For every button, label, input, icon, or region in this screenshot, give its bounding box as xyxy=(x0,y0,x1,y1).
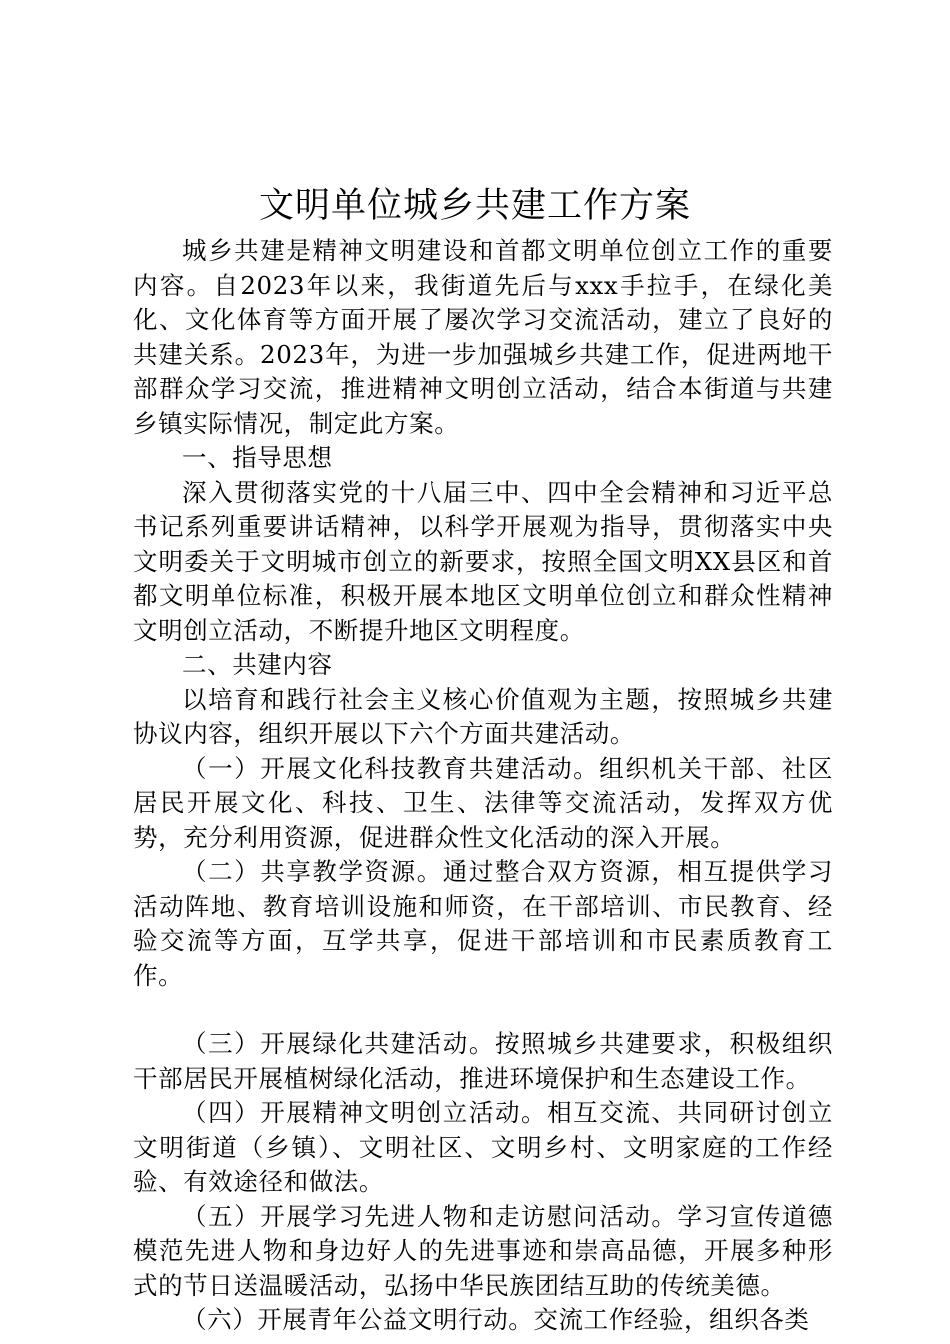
item-6-paragraph: （六）开展青年公益文明行动。交流工作经验，组织各类 xyxy=(182,1305,810,1334)
item-3-paragraph: （三）开展绿化共建活动。按照城乡共建要求，积极组织干部居民开展植树绿化活动，推进环境保护和生态建设工作。 xyxy=(133,1029,833,1093)
item-5-paragraph: （五）开展学习先进人物和走访慰问活动。学习宣传道德模范先进人物和身边好人的先进事迹和崇高品德，开展多种形式的节日送温暖活动，弘扬中华民族团结互助的传统美德。 xyxy=(133,1201,833,1300)
guiding-thought-paragraph: 深入贯彻落实党的十八届三中、四中全会精神和习近平总书记系列重要讲话精神，以科学开展观为指导，贯彻落实中央文明委关于文明城市创立的新要求，按照全国文明XX县区和首都文明单位标准，积极开展本地区文明单位创立和群众性精神文明创立活动，不断提升地区文明程度。 xyxy=(133,477,833,645)
section-heading-content: 二、共建内容 xyxy=(182,650,333,679)
section-heading-guiding-thought: 一、指导思想 xyxy=(182,443,333,472)
item-2-paragraph: （二）共享教学资源。通过整合双方资源，相互提供学习活动阵地、教育培训设施和师资，在干部培训、市民教育、经验交流等方面，互学共享，促进干部培训和市民素质教育工作。 xyxy=(133,857,833,990)
document-title: 文明单位城乡共建工作方案 xyxy=(258,186,691,226)
document-body xyxy=(133,234,833,1338)
item-1-paragraph: （一）开展文化科技教育共建活动。组织机关干部、社区居民开展文化、科技、卫生、法律等交流活动，发挥双方优势，充分利用资源，促进群众性文化活动的深入开展。 xyxy=(133,753,833,852)
intro-paragraph: 城乡共建是精神文明建设和首都文明单位创立工作的重要内容。自2023年以来，我街道先后与xxx手拉手，在绿化美化、文化体育等方面开展了屡次学习交流活动，建立了良好的共建关系。2023年，为进一步加强城乡共建工作，促进两地干部群众学习交流，推进精神文明创立活动，结合本街道与共建乡镇实际情况，制定此方案。 xyxy=(133,236,833,438)
content-intro-paragraph: 以培育和践行社会主义核心价值观为主题，按照城乡共建协议内容，组织开展以下六个方面共建活动。 xyxy=(133,684,833,748)
item-4-paragraph: （四）开展精神文明创立活动。相互交流、共同研讨创立文明街道（乡镇）、文明社区、文明乡村、文明家庭的工作经验、有效途径和做法。 xyxy=(133,1098,833,1196)
